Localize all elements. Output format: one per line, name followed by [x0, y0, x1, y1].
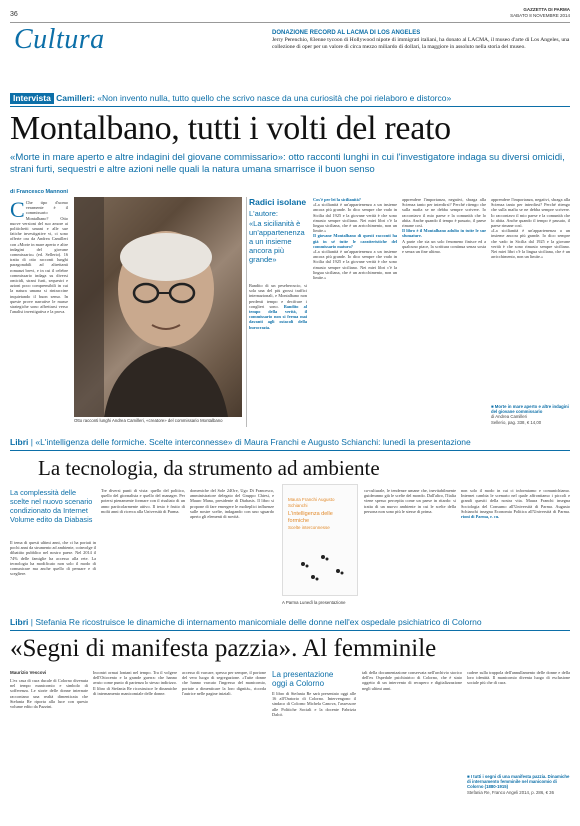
- article1-col1: [10, 200, 68, 424]
- article1-question2: Il giovane Montalbano di questi racconti ha già in sé tutte le caratteristiche del commissario maturo?: [313, 233, 397, 249]
- article1-kicker: «Non invento nulla, tutto quello che scrivo nasce da una curiosità che poi rielaboro e distorco»: [97, 93, 452, 103]
- article1-tag: Intervista: [10, 93, 54, 104]
- article2-col5: [461, 488, 570, 612]
- article2-col1: Il tema di questi ultimi anni, che ci ha portati in pochi anni da strumento ad ambiente, coinvolge il dibattito pubblico nel nostro paese. Nel 2014 il 74% delle famiglie ha accesso alla rete. La tecnologia ha modificato non solo il modo di comunicare ma anche quello di pensare e di scegliere.: [10, 540, 96, 577]
- article1-byline: di Francesco Mannoni: [10, 189, 69, 195]
- article3-book-box-title: ■ I tutti i segni di una manifesta pazzia. Dinamiche di internamento femminile nel manicomio di Colorno (1880-1915): [467, 774, 570, 790]
- book-cover: [282, 484, 358, 596]
- article3-byline: Maurizio Vescovi: [10, 670, 47, 675]
- presentation-label: La presentazione: [272, 670, 334, 679]
- top-brief-body: Jerry Perenchio, 83enne tycoon di Hollywood nipote di immigrati italiani, ha donato al LACMA, il museo d'arte di Los Angeles, una collezione di oper per un valore di circa mezzo miliardo di dollari, la maggiore in assoluto nella storia del museo.: [272, 37, 570, 50]
- article1-dropcap: C: [10, 200, 25, 222]
- issue-date: SABATO 8 NOVEMBRE 2014: [510, 13, 570, 18]
- article1-tag-name: Camilleri:: [56, 93, 95, 103]
- article2-divider: |: [30, 437, 36, 447]
- article1-kicker-bar: [10, 93, 570, 104]
- article3-headline: «Segni di manifesta pazzia». Al femminile: [10, 635, 437, 662]
- article3-col2: Incontri ormai lontani nel tempo. Tra il volgere dell'Ottocento e la grande guerra: che hanno avuto come punto di partenza lo stesso indirizzo. Il libro di Stefania Re ricostruisce le dinamiche di internamento manicomiale delle donne.: [93, 670, 177, 696]
- article1-col1-text: Che tipo d'uomo veramente è il commissario Montalbano? Otto nuove versioni del suo amore ai politichetti umani e alle sue fatiche investigative vi, ci sono offerte ora da Andrea Camilleri con «Morte in mare aperto e altre indagini del giovane commissario» (ed. Sellerio). 16 tratta di otto racconti lunghi paragonabili ad altrettanti romanzi brevi, e in cui il celebre commissario indaga su diversi omicidi, strani furti, sequestri e azioni poco comprensibili in cui la natura umana si rintraccine inquietando il buon senso. In queste prove narrative le masse strategiche sono affrettarsi verso l'analisi investigativa e la prova.: [10, 200, 68, 315]
- section-title: Cultura: [14, 24, 105, 55]
- article3-book-bullet-icon: ■: [467, 774, 471, 779]
- article3-tag: Libri: [10, 617, 29, 627]
- article1-col5: [402, 197, 486, 427]
- article3-col1: L'ex casa di cura ducale di Colorno divenuta nel tempo manicomio e simbolo di sofferenza. Le storie delle donne internate raccontano una realtà dimenticata che Stefania Re riporta alla luce con questo volume edito da Pazzini.: [10, 678, 88, 710]
- book-cover-author: Maura Franchi Augusto Schianchi: [288, 497, 335, 508]
- quote-text: «La sicilianità è un'appartenenza a un insieme ancora più grande»: [249, 219, 305, 264]
- presentation-body: Il libro di Stefania Re sarà presentato oggi alle 16 all'Oratorio di Colorno. Intervengono il sindaco di Colorno Michela Canova, l'assessore alle Politiche Sociali e la docente Fabrizia Dalcò.: [272, 691, 356, 717]
- article1-col6: [491, 197, 570, 377]
- article3-col5: cadere sulla trappola dell'annullamento delle donne e della loro identità. Il manicomio diventa luogo di esclusione sociale più che di cura.: [467, 670, 570, 686]
- author-photo: [74, 197, 242, 417]
- article1-col6-text-cont: «La sicilianità è un'appartenenza a un insieme ancora più grande. Io dico sempre che vado in Sicilia dal 1925 e la giovane verità è che sono rimasto sempre siciliano. Nei miei libri c'è la lingua siciliana, che è un arricchimento, non un limite.»: [491, 228, 570, 260]
- article1-headline: Montalbano, tutti i volti del reato: [10, 110, 451, 147]
- book-bullet-icon: ■: [491, 404, 495, 409]
- quote-label: Radici isolane: [249, 197, 307, 207]
- paper-name: GAZZETTA DI PARMA: [523, 7, 570, 12]
- article1-book-box: [491, 404, 570, 425]
- article3-col3: accesso di varcare, spesso per sempre, il portone del vero luogo di segregazione. «Tutte donne che hanno varcato l'ingresso del manicomio, portate a dimenticare la loro dignità», ricorda l'autrice nelle pagine iniziali.: [182, 670, 266, 696]
- book-box-meta: di Andrea Camilleri Sellerio, pag. 338, € 14,00: [491, 414, 542, 425]
- article1-deck: «Morte in mare aperto e altre indagini del giovane commissario»: otto racconti lunghi in cui l'investigatore indaga su diversi omicidi, strani furti, sequestri e altre azioni nelle quali la natura umana smarrisce il buon senso: [10, 152, 565, 175]
- top-brief: [272, 30, 570, 51]
- article2-col5-signature: rioni di Parma, r. cu.: [461, 514, 500, 520]
- article2-col5-text: non solo il modo in cui ci informiamo e comunichiamo. Internet cambia le scenario nel quale affrontiamo i piccoli e grandi quesiti della nostra vita. Maura Franchi insegna Sociologia del Consumo all'Università di Parma. Augusto Schianchi insegna Economia Politica all'Università di Parma.: [461, 488, 570, 514]
- article2-col4: ca-culturale, le tendenze umane che, inevitabilmente guideranno già le scelte del mondo. Dall'altro, l'Italia viene spesso percepita come un paese in ritardo: si tratta di un nuovo ambiente in cui le scelte della persona non sono più le stesse di prima.: [364, 488, 456, 514]
- page-number: 36: [10, 11, 18, 18]
- quote-sub: L'autore:: [249, 209, 278, 218]
- article1-col4-text-cont: «La sicilianità è un'appartenenza a un insieme ancora più grande. Io dico sempre che vado in Sicilia dal 1925 e la giovane verità è che sono rimasto sempre siciliano. Nei miei libri c'è la lingua siciliana, che è un arricchimento, non un limite.»: [313, 249, 397, 281]
- presentation-box: [272, 670, 356, 717]
- presentation-title: oggi a Colorno: [272, 679, 325, 688]
- article2-col2: Tre diversi punti di vista: quello del politico, quello del giornalista e quello del manager. Per potersi pienamente formare con il risultato di un anno particolarmente attivo. Il testo è frutto di molti anni di ricerca alla Università di Parma.: [101, 488, 185, 514]
- book-caption: A Parma Lunedì la presentazione: [282, 600, 346, 605]
- article1-col5-end: A parte che sia un solo fenomeno finisce ed a qualcuno piace, la scrittura continua senza sosta e senza un fine ultimo.: [402, 238, 486, 255]
- article1-col5-text: apprendere l'importanza, negativi, sbraga alla Scienza tanto per interdirsi? Perché ritengo che sulla mafia se ne debba sempre scrivere. Io raccontavo il mio paese e la comunità che lo abita. Anche quando il tempo è passato, il paese rimane così.: [402, 197, 486, 229]
- article2-side-deck: La complessità delle scelte nel nuovo scenario condizionato da Internet Volume edito da Diabasis: [10, 488, 93, 524]
- article3-book-box-meta: Stefania Re, Franco Angeli 2014, p. 286, € 36: [467, 789, 554, 795]
- article3-book-box: [467, 774, 570, 795]
- article1-col3-highlight: Bandito al tempo della verità, il commissario non si ferma mai davanti agli ostacoli della burocrazia.: [249, 303, 307, 330]
- article3-divider: |: [30, 617, 36, 627]
- article1-col4: [313, 197, 397, 427]
- article3-kicker-bar: [10, 617, 570, 628]
- article1-col3: [249, 283, 307, 425]
- article1-col5-highlight: Il libro è il Montalbano adulto in tutte le sue sfumature.: [402, 228, 486, 239]
- book-cover-subtitle: Scelte interconnesse: [288, 525, 330, 530]
- book-box-title: ■ Morte in mare aperto e altre indagini del giovane commissario: [491, 404, 569, 415]
- ants-illustration: [283, 539, 359, 589]
- top-brief-title: DONAZIONE RECORD AL LACMA DI LOS ANGELES: [272, 30, 421, 36]
- article2-col3: domeniche del Sole 24Ore, Ugo Di Francesco, amministratore delegato del Gruppo Chiesi, e Mauro Mana, presidente di Diabasis. Il libro si propone di fare emergere le molteplici influenze sulle nostre scelte, indagando con uno sguardo aperto gli elementi di novità.: [190, 488, 274, 520]
- article3-col4: tali della documentazione conservata nell'archivio storico dell'ex Ospedale psichiatrico di Colorno, che è stato oggetto di un intervento di recupero e digitalizzazione negli ultimi anni.: [362, 670, 462, 691]
- article1-col6-text: apprendere l'importanza, negativi, sbraga alla Scienza tanto per interdirsi? Perché ritengo che sulla mafia se ne debba sempre scrivere. Io raccontavo il mio paese e la comunità che lo abita. Anche quando il tempo è passato, il paese rimane così.: [491, 197, 570, 229]
- article1-col3-text: Bandito di un peseberoscio, si sola una del più grossi traffici internazionali, e Montalbano non perdenti tempo e decifrare i conglieri sono.: [249, 283, 307, 309]
- article2-tag: Libri: [10, 437, 29, 447]
- article1-question1: Cos'è per lei la sicilianità?: [313, 197, 361, 202]
- article2-kicker: «L'intelligenza delle formiche. Scelte interconnesse» di Maura Franchi e Augusto Schianchi: lunedì la presentazione: [35, 437, 471, 447]
- article2-kicker-bar: [10, 437, 570, 448]
- article1-col4-text: «La sicilianità è un'appartenenza a un insieme ancora più grande. Io dico sempre che vado in Sicilia dal 1925 e la giovane verità è che sono rimasto sempre siciliano. Nei miei libri c'è la lingua siciliana, che è un arricchimento, non un limite.»: [313, 202, 397, 234]
- article2-headline: La tecnologia, da strumento ad ambiente: [38, 456, 380, 480]
- quote-box: [249, 197, 307, 264]
- photo-caption: Otto racconti lunghi Andrea Camilleri, «creatore» del commissario Montalbano: [74, 418, 223, 423]
- book-cover-title: L'intelligenza delle formiche: [288, 511, 333, 524]
- article3-kicker: Stefania Re ricostruisce le dinamiche di internamento manicomiale delle donne nell'ex ospedale psichiatrico di Colorno: [35, 617, 482, 627]
